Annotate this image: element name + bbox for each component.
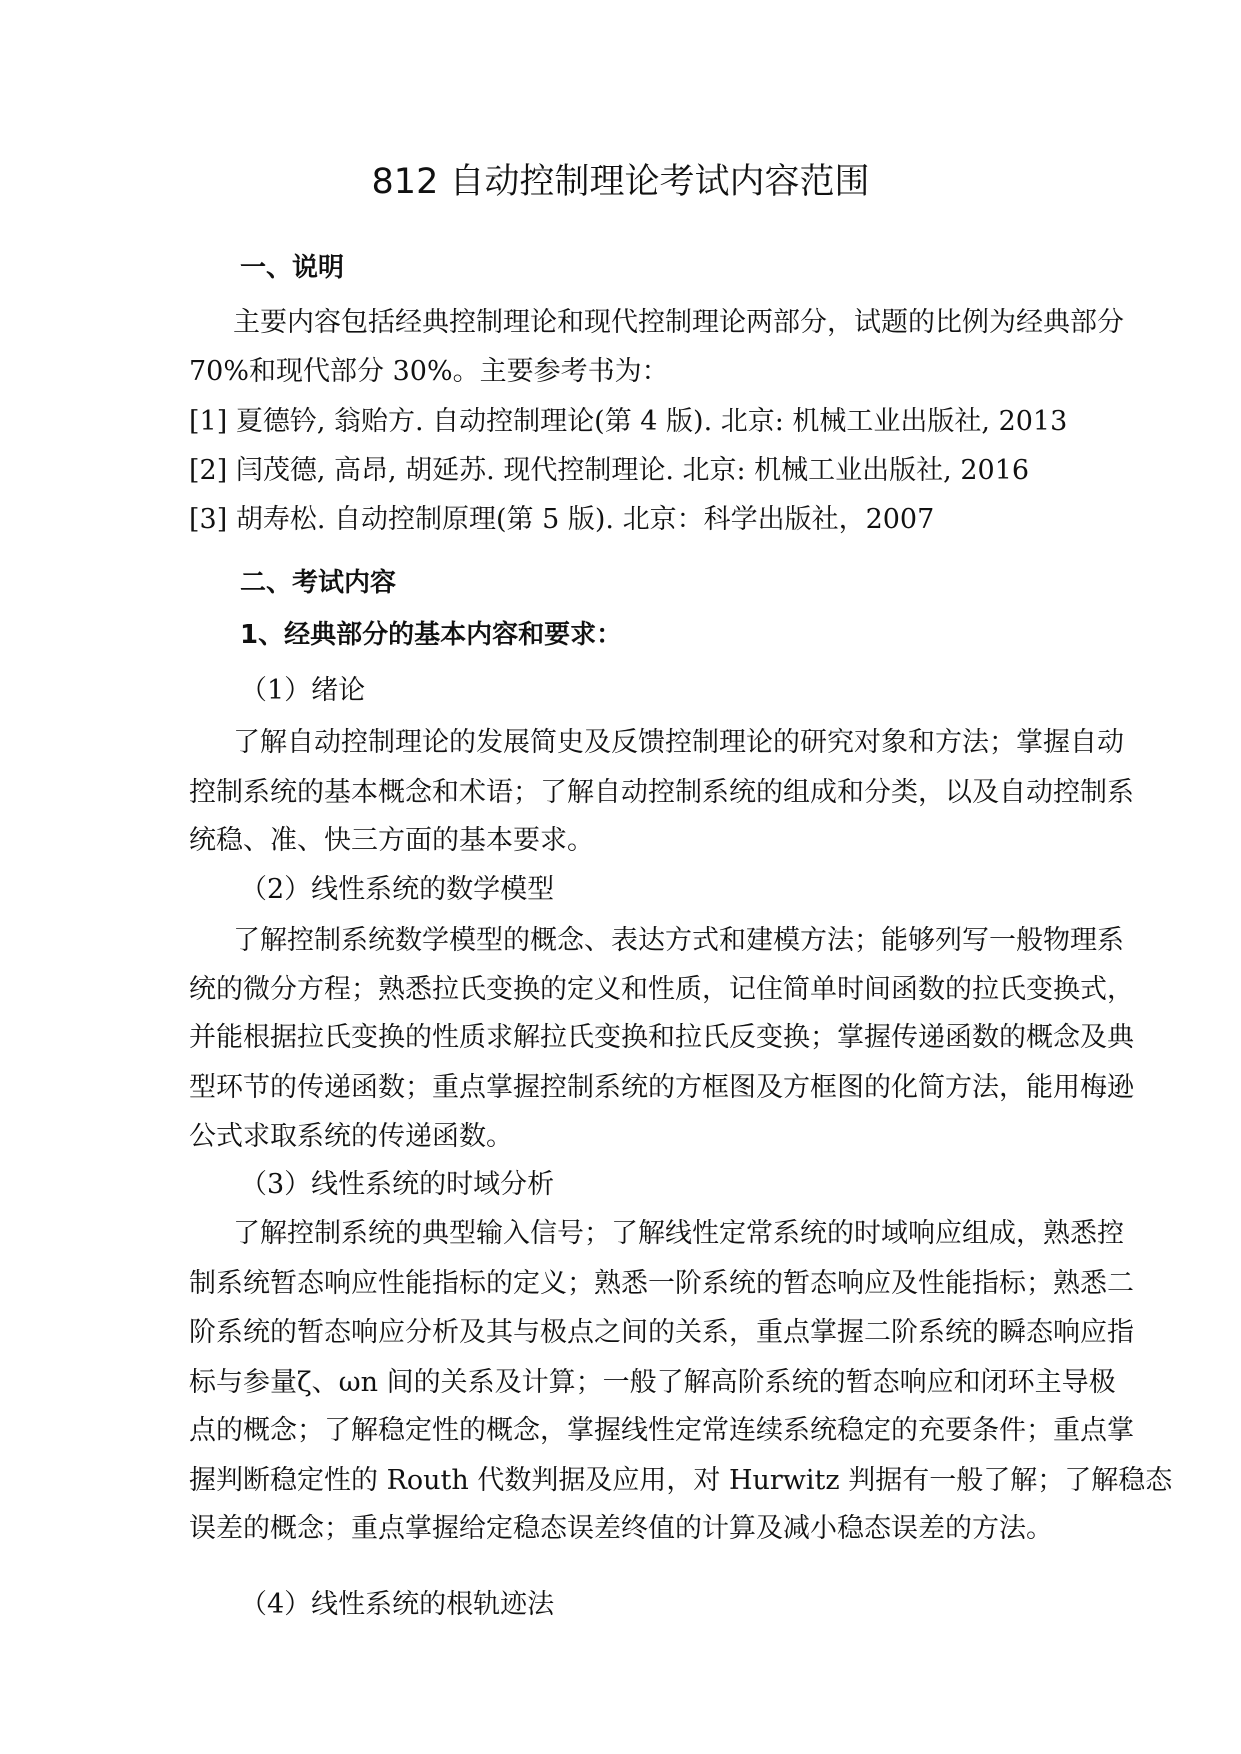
paragraph-line: 标与参量ζ、ωn 间的关系及计算；一般了解高阶系统的暂态响应和闭环主导极 [189, 1367, 1116, 1398]
paragraph-line: 了解自动控制理论的发展简史及反馈控制理论的研究对象和方法；掌握自动 [233, 727, 1124, 758]
item-title: （4）线性系统的根轨迹法 [240, 1589, 555, 1620]
reference-item: [3] 胡寿松. 自动控制原理(第 5 版). 北京：科学出版社，2007 [189, 504, 935, 535]
item-title: （1）绪论 [240, 675, 366, 706]
section-heading-description: 一、说明 [240, 253, 345, 283]
paragraph-line: 误差的概念；重点掌握给定稳态误差终值的计算及减小稳态误差的方法。 [189, 1513, 1053, 1544]
paragraph-line: 制系统暂态响应性能指标的定义；熟悉一阶系统的暂态响应及性能指标；熟悉二 [189, 1268, 1134, 1299]
paragraph-line: 了解控制系统数学模型的概念、表达方式和建模方法；能够列写一般物理系 [233, 925, 1124, 956]
paragraph-line: 主要内容包括经典控制理论和现代控制理论两部分，试题的比例为经典部分 [233, 307, 1124, 338]
reference-item: [1] 夏德钤, 翁贻方. 自动控制理论(第 4 版). 北京: 机械工业出版社, 2013 [189, 406, 1068, 437]
paragraph-line: 点的概念；了解稳定性的概念，掌握线性定常连续系统稳定的充要条件；重点掌 [189, 1415, 1134, 1446]
paragraph-line: 公式求取系统的传递函数。 [189, 1121, 513, 1152]
paragraph-line: 了解控制系统的典型输入信号；了解线性定常系统的时域响应组成，熟悉控 [233, 1218, 1124, 1249]
subsection-heading: 1、经典部分的基本内容和要求： [240, 620, 623, 650]
paragraph-line: 统稳、准、快三方面的基本要求。 [189, 825, 594, 856]
section-heading-content: 二、考试内容 [240, 568, 397, 598]
paragraph-line: 控制系统的基本概念和术语；了解自动控制系统的组成和分类，以及自动控制系 [189, 777, 1134, 808]
paragraph-line: 统的微分方程；熟悉拉氏变换的定义和性质，记住简单时间函数的拉氏变换式， [189, 974, 1134, 1005]
paragraph-line: 阶系统的暂态响应分析及其与极点之间的关系，重点掌握二阶系统的瞬态响应指 [189, 1317, 1134, 1348]
paragraph-line: 握判断稳定性的 Routh 代数判据及应用，对 Hurwitz 判据有一般了解；了解稳态 [189, 1465, 1173, 1496]
paragraph-line: 型环节的传递函数；重点掌握控制系统的方框图及方框图的化简方法，能用梅逊 [189, 1072, 1134, 1103]
reference-item: [2] 闫茂德, 高昂, 胡延苏. 现代控制理论. 北京: 机械工业出版社, 2016 [189, 455, 1030, 486]
page-title: 812 自动控制理论考试内容范围 [371, 162, 870, 202]
paragraph-line: 并能根据拉氏变换的性质求解拉氏变换和拉氏反变换；掌握传递函数的概念及典 [189, 1022, 1134, 1053]
item-title: （2）线性系统的数学模型 [240, 874, 555, 905]
item-title: （3）线性系统的时域分析 [240, 1169, 555, 1200]
paragraph-line: 70%和现代部分 30%。主要参考书为： [189, 356, 669, 387]
